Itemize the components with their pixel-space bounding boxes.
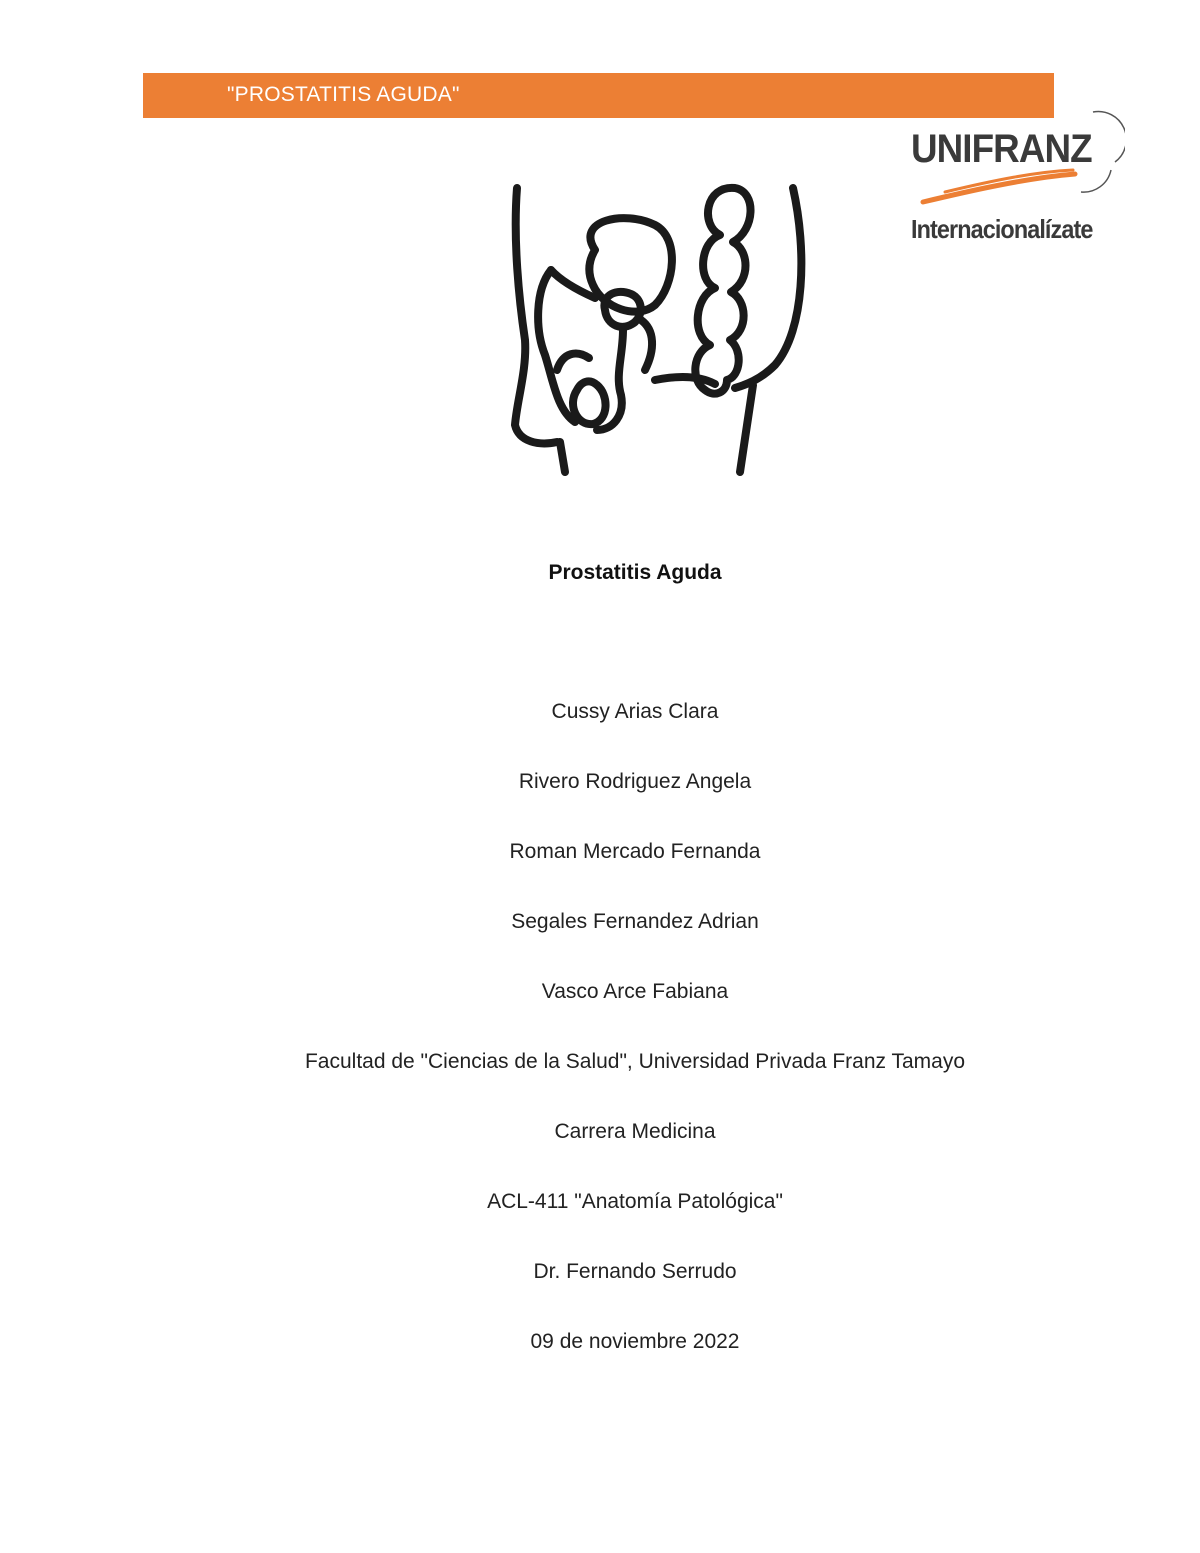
career-line: Carrera Medicina [554,1120,716,1143]
author-name: Rivero Rodriguez Angela [518,770,752,793]
author-name: Segales Fernandez Adrian [511,910,759,933]
author-name: Roman Mercado Fernanda [509,840,761,863]
date-line: 09 de noviembre 2022 [530,1330,740,1353]
professor-line: Dr. Fernando Serrudo [533,1260,737,1283]
header-title: "PROSTATITIS AGUDA" [227,83,460,106]
unifranz-logo [905,100,1125,250]
document-title: Prostatitis Aguda [548,561,722,584]
prostate-anatomy-icon [505,180,815,480]
course-name: "Anatomía Patológica" [574,1190,783,1213]
course-code: ACL-411 [487,1190,569,1213]
logo-slogan: Internacionalízate [911,214,1093,244]
author-name: Vasco Arce Fabiana [541,980,729,1003]
title-page-details [0,700,1200,1400]
logo-wordmark: UNIFRANZ [911,127,1092,171]
faculty-line: Facultad de "Ciencias de la Salud", Universidad Privada Franz Tamayo [304,1050,966,1073]
author-name: Cussy Arias Clara [551,700,719,723]
course-line [0,1190,1200,1260]
